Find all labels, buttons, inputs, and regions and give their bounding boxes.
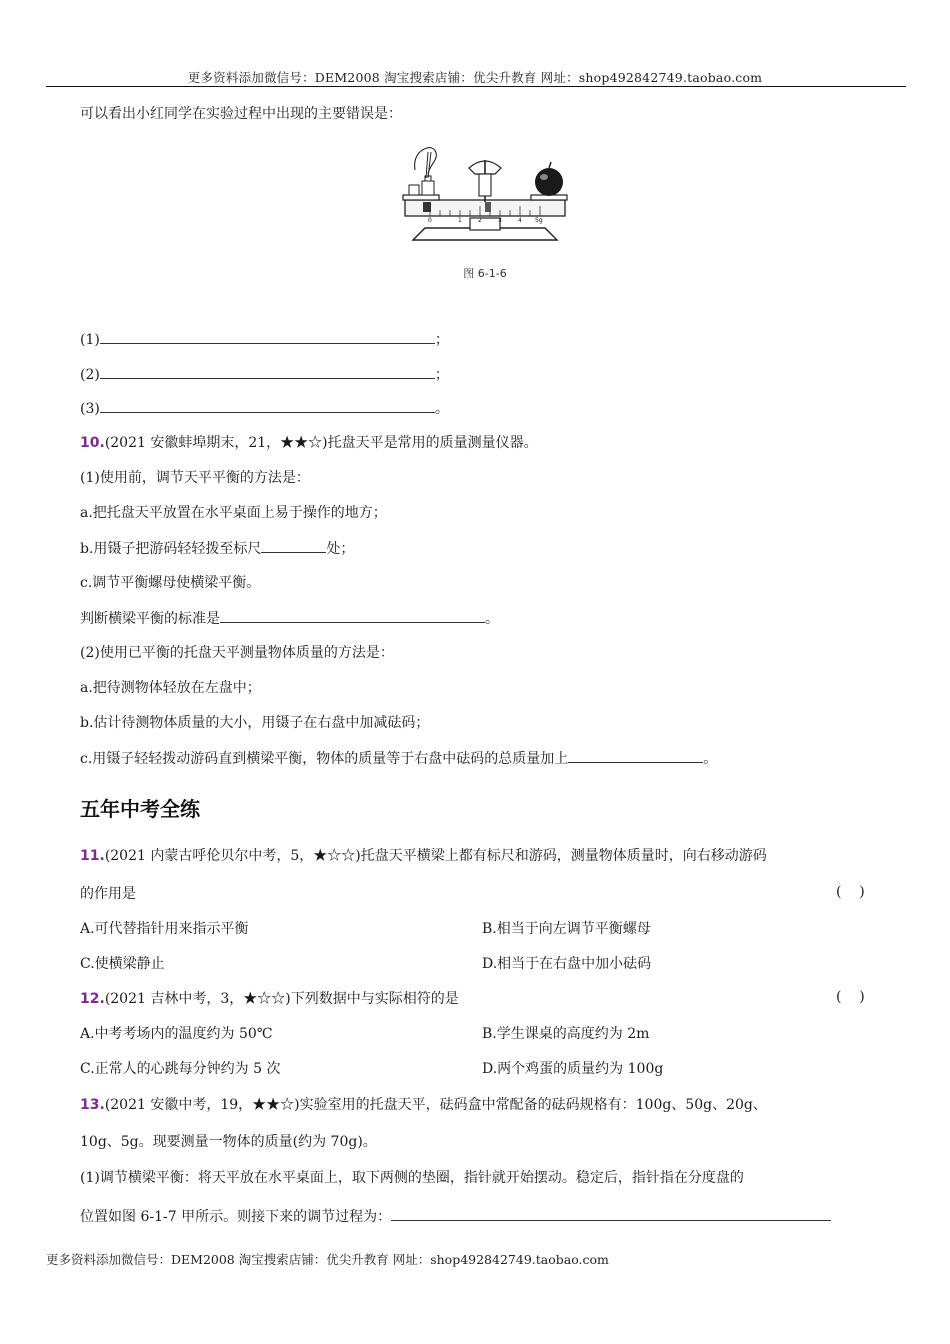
q10-step-c: c.调节平衡螺母使横梁平衡。 [80,575,261,591]
scale-label: 2 [478,217,482,224]
judge-text: 判断横梁平衡的标准是 [80,611,220,627]
answer-end: 。 [434,401,449,417]
page-footer: 更多资料添加微信号：DEM2008 淘宝搜索店铺：优尖升教育 网址：shop492842749.taobao.com [46,1252,609,1267]
q13-part1-cont [80,1206,831,1227]
q10-step-b2: b.估计待测物体质量的大小，用镊子在右盘中加减砝码； [80,715,430,731]
figure-caption: 图 6-1-6 [463,267,507,280]
answer-blank[interactable] [220,608,485,623]
option-d[interactable]: D.两个鸡蛋的质量约为 100g [482,1061,664,1077]
answer-line-1 [80,329,449,350]
answer-blank[interactable] [391,1206,831,1221]
q13-part1: (1)调节横梁平衡：将天平放在水平桌面上，取下两侧的垫圈，指针就开始摆动。稳定后，指针指在分度盘的 [80,1170,744,1186]
section-title: 五年中考全练 [80,797,200,821]
step-text: 。 [703,751,718,767]
answer-paren[interactable]: ( ) [836,884,865,900]
answer-end: ； [434,367,449,383]
question-number: 12. [80,991,105,1007]
answer-label: (2) [80,367,100,383]
answer-blank[interactable] [100,364,435,379]
question-number: 10. [80,435,105,451]
answer-label: (1) [80,332,100,348]
q10-step-c2 [80,748,717,769]
q10-step-a2: a.把待测物体轻放在左盘中； [80,680,261,696]
q10-part1: (1)使用前，调节天平平衡的方法是： [80,470,310,486]
answer-line-2 [80,364,449,385]
header-rule [46,86,906,87]
step-text: 处； [326,541,355,557]
step-text: c.用镊子轻轻拨动游码直到横梁平衡，物体的质量等于右盘中砝码的总质量加上 [80,751,569,767]
option-a[interactable]: A.中考考场内的温度约为 50℃ [80,1026,273,1042]
question-text: (2021 安徽中考，19，★★☆)实验室用的托盘天平，砝码盒中常配备的砝码规格有：100g、50g、20g、 [104,1097,767,1113]
q10-judge [80,608,499,629]
answer-end: ； [434,332,449,348]
answer-blank[interactable] [568,748,703,763]
judge-text: 。 [485,611,499,627]
question-text: (2021 内蒙古呼伦贝尔中考，5，★☆☆)托盘天平横梁上都有标尺和游码，测量物体质量时，向右移动游码 [104,848,767,864]
answer-label: (3) [80,401,100,417]
option-b[interactable]: B.学生课桌的高度约为 2m [482,1026,650,1042]
q11-stem-cont: 的作用是 [80,886,136,902]
question-text: (2021 吉林中考，3，★☆☆)下列数据中与实际相符的是 [104,991,459,1007]
intro-text: 可以看出小红同学在实验过程中出现的主要错误是： [80,106,402,122]
q11-stem [80,846,767,866]
q10-part2: (2)使用已平衡的托盘天平测量物体质量的方法是： [80,645,394,661]
scale-label: 4 [518,217,522,224]
option-b[interactable]: B.相当于向左调节平衡螺母 [482,921,651,937]
scale-label: 5g [535,217,543,224]
q12-stem [80,989,459,1009]
page-header: 更多资料添加微信号：DEM2008 淘宝搜索店铺：优尖升教育 网址：shop492842749.taobao.com [187,70,763,85]
scale-label: 1 [458,217,462,224]
q13-stem [80,1095,767,1115]
q13-stem-cont: 10g、5g。现要测量一物体的质量(约为 70g)。 [80,1134,377,1150]
q10-step-b [80,538,354,559]
scale-label: 3 [498,217,502,224]
answer-line-3 [80,398,449,419]
answer-paren[interactable]: ( ) [836,989,865,1005]
option-d[interactable]: D.相当于在右盘中加小砝码 [482,956,652,972]
option-a[interactable]: A.可代替指针用来指示平衡 [80,921,249,937]
balance-figure [395,140,575,280]
step-text: b.用镊子把游码轻轻拨至标尺 [80,541,262,557]
q10-stem [80,433,538,453]
question-text: (2021 安徽蚌埠期末，21，★★☆)托盘天平是常用的质量测量仪器。 [104,435,538,451]
answer-blank[interactable] [261,538,326,553]
question-number: 13. [80,1097,105,1113]
answer-blank[interactable] [100,329,435,344]
question-number: 11. [80,848,105,864]
option-c[interactable]: C.使横梁静止 [80,956,165,972]
option-c[interactable]: C.正常人的心跳每分钟约为 5 次 [80,1061,281,1077]
q10-step-a: a.把托盘天平放置在水平桌面上易于操作的地方； [80,505,387,521]
scale-label: 0 [428,217,432,224]
question-text: 位置如图 6-1-7 甲所示。则接下来的调节过程为： [80,1209,392,1225]
balance-illustration [395,140,575,265]
answer-blank[interactable] [100,398,435,413]
